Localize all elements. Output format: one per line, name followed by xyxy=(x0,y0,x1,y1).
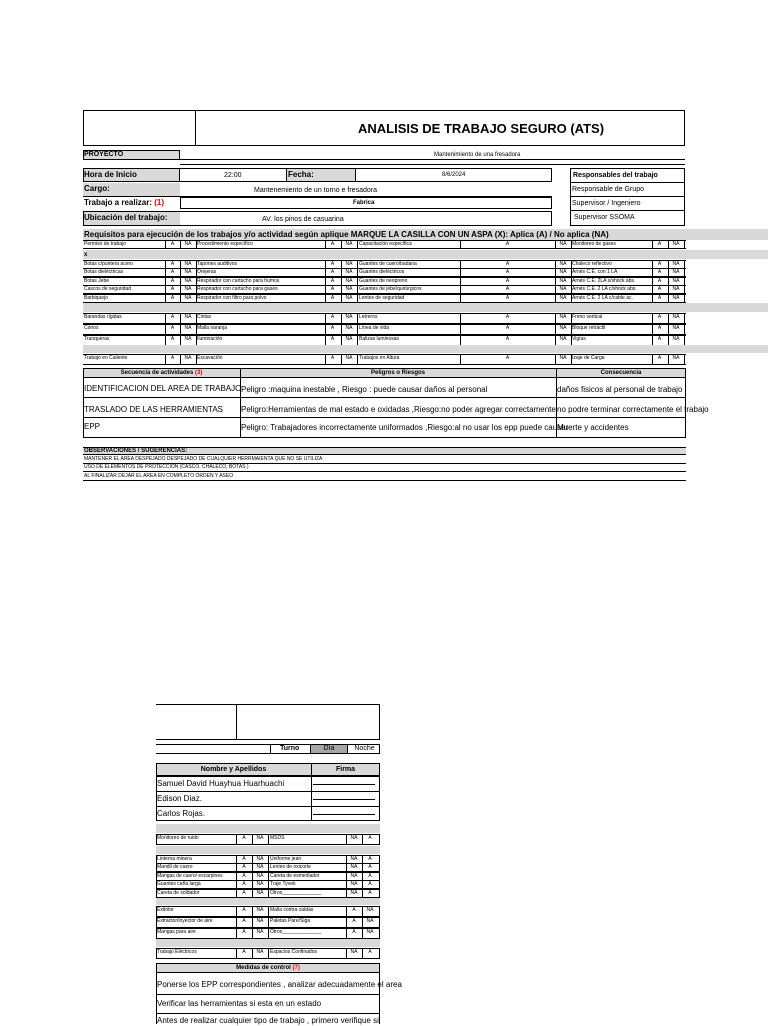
aplica-checkbox[interactable]: A xyxy=(242,907,246,913)
responsables-title: Responsables del trabajo xyxy=(573,172,658,179)
requisito-label: Bloque retráctil xyxy=(572,325,606,331)
requisito-label: Malla naranja xyxy=(197,325,228,331)
no-aplica-checkbox[interactable]: NA xyxy=(184,314,192,320)
aplica-checkbox[interactable]: A xyxy=(505,277,510,284)
aplica-checkbox[interactable]: A xyxy=(170,241,175,247)
divider xyxy=(684,285,685,293)
aplica-checkbox[interactable]: A xyxy=(657,336,662,342)
no-aplica-checkbox[interactable]: NA xyxy=(366,929,374,935)
no-aplica-checkbox[interactable]: NA xyxy=(345,277,353,284)
consecuencia-1: daños fisicos al personal de trabajo xyxy=(557,385,683,394)
no-aplica-checkbox[interactable]: NA xyxy=(256,949,264,955)
requisito-label: Trabajo Eléctricos xyxy=(157,949,197,955)
aplica-checkbox[interactable]: A xyxy=(505,314,510,320)
divider xyxy=(236,704,237,740)
divider xyxy=(268,917,269,927)
requisito-label: Guantes dieléctricos xyxy=(359,269,405,276)
actividad-3: EPP xyxy=(84,422,101,431)
person-1: Samuel David Huayhua Huarhuachi xyxy=(157,779,285,788)
no-aplica-checkbox[interactable]: NA xyxy=(184,336,192,342)
divider xyxy=(268,872,269,880)
person-3: Carlos Rojas. xyxy=(157,809,206,818)
aplica-checkbox[interactable]: A xyxy=(242,835,246,841)
no-aplica-checkbox[interactable]: NA xyxy=(184,261,192,267)
divider xyxy=(156,1013,380,1014)
divider xyxy=(357,313,358,323)
no-aplica-checkbox[interactable]: NA xyxy=(256,929,264,935)
divider xyxy=(570,182,685,183)
section-band xyxy=(156,898,380,905)
no-aplica-checkbox[interactable]: NA xyxy=(184,269,192,276)
no-aplica-checkbox[interactable]: NA xyxy=(559,241,567,247)
divider xyxy=(357,335,358,345)
requisito-label: Orejeras xyxy=(197,269,217,276)
no-aplica-checkbox[interactable]: NA xyxy=(256,889,264,896)
aplica-checkbox[interactable]: A xyxy=(330,261,335,267)
fecha-label: Fecha: xyxy=(288,170,314,179)
aplica-checkbox[interactable]: A xyxy=(505,336,510,342)
requisito-label: Extractor/inyector de aire xyxy=(157,918,213,924)
no-aplica-checkbox[interactable]: NA xyxy=(559,325,567,331)
divider xyxy=(357,294,358,302)
cargo-label: Cargo: xyxy=(84,184,110,193)
requisito-label: Tapones auditivos xyxy=(197,261,238,267)
requisito-label: Linterna minera xyxy=(157,856,192,862)
aplica-checkbox[interactable]: A xyxy=(170,277,175,284)
medidas-title: Medidas de control (7) xyxy=(236,965,300,971)
turno-label: Turno xyxy=(280,745,300,752)
ubicacion-value: AV. los pinos de casuarina xyxy=(262,216,344,223)
personal-col1: Nombre y Apellidos xyxy=(200,766,267,773)
aplica-checkbox[interactable]: A xyxy=(242,918,246,924)
trabajo-label: Trabajo a realizar: (1) xyxy=(84,198,165,207)
divider xyxy=(156,806,380,807)
aplica-checkbox[interactable]: A xyxy=(505,355,510,361)
aplica-checkbox[interactable]: A xyxy=(242,949,246,955)
no-aplica-checkbox[interactable]: NA xyxy=(184,277,192,284)
requisito-label: Lentes de oxicorte xyxy=(270,864,311,871)
aplica-checkbox[interactable]: A xyxy=(330,314,335,320)
hora-value: 22:00 xyxy=(224,172,242,179)
aplica-checkbox[interactable]: A xyxy=(657,277,662,284)
aplica-checkbox[interactable]: A xyxy=(657,325,662,331)
page-title: ANALISIS DE TRABAJO SEGURO (ATS) xyxy=(358,121,605,136)
no-aplica-checkbox[interactable]: NA xyxy=(345,355,353,361)
divider xyxy=(684,240,685,248)
section-band xyxy=(83,303,768,312)
cargo-value: Mantenemiento de un torno e fresadora xyxy=(254,187,377,194)
medida-2: Verificar las herramientas si esta en un estado xyxy=(157,999,322,1008)
requisito-label: Freno vertical xyxy=(572,314,603,320)
ubicacion-value-cell xyxy=(180,212,551,225)
aplica-checkbox[interactable]: A xyxy=(170,355,175,361)
no-aplica-checkbox[interactable]: NA xyxy=(672,277,680,284)
requisito-label: Conos xyxy=(84,325,99,331)
requisito-label: Uniforme jean xyxy=(270,856,302,862)
fecha-value: 8/6/2024 xyxy=(442,172,466,178)
requisito-label: Otros______________ xyxy=(270,889,322,896)
requisito-label: Monitoreo de ruido xyxy=(157,835,199,841)
aplica-checkbox[interactable]: A xyxy=(242,856,246,862)
no-aplica-checkbox[interactable]: NA xyxy=(345,294,353,301)
no-aplica-checkbox[interactable]: NA xyxy=(256,835,264,841)
hora-label: Hora de Inicio xyxy=(84,170,137,179)
no-aplica-checkbox[interactable]: NA xyxy=(672,261,680,267)
no-aplica-checkbox[interactable]: A xyxy=(368,949,372,955)
no-aplica-checkbox[interactable]: A xyxy=(368,889,372,896)
observacion-3: AL FINALIZAR DEJAR EL AREA EN COMPLETO ORDEN Y ASEO xyxy=(84,473,234,479)
requisito-label: Extintor xyxy=(157,907,174,913)
divider xyxy=(268,948,269,958)
aplica-checkbox[interactable]: NA xyxy=(350,872,358,879)
no-aplica-checkbox[interactable]: A xyxy=(368,872,372,879)
no-aplica-checkbox[interactable]: NA xyxy=(559,261,567,267)
ubicacion-label: Ubicación del trabajo: xyxy=(84,213,168,222)
aplica-checkbox[interactable]: NA xyxy=(350,864,358,871)
requisito-label: Paletas Pare/Siga xyxy=(270,918,311,924)
requisito-label: Excavación xyxy=(197,355,223,361)
requisito-label: Botas c/puntera acero xyxy=(84,261,133,267)
aplica-checkbox[interactable]: A xyxy=(330,269,335,276)
divider xyxy=(268,880,269,888)
requisito-label: Letreros xyxy=(359,314,378,320)
no-aplica-checkbox[interactable]: NA xyxy=(672,314,680,320)
requisito-label: Iluminación xyxy=(197,336,223,342)
divider xyxy=(684,324,685,334)
requisito-label: Arnés C.E. con 1 LA xyxy=(572,269,618,276)
requisito-label: Monitoreo de gases xyxy=(572,241,616,247)
no-aplica-checkbox[interactable]: A xyxy=(368,835,372,841)
aplica-checkbox[interactable]: A xyxy=(657,314,662,320)
requisitos-title: Requisitos para ejecución de los trabajos y/o actividad según aplique MARQUE LA CASILLA CON UN ASPA (X): Aplica (A) / No aplica (NA) xyxy=(84,230,609,239)
aplica-checkbox[interactable]: A xyxy=(170,294,175,301)
section-band xyxy=(83,250,768,259)
divider xyxy=(180,164,685,165)
aplica-checkbox[interactable]: A xyxy=(242,881,246,888)
requisito-label: Guantes de neopreno xyxy=(359,277,408,284)
actividades-col3: Consecuencia xyxy=(600,370,642,376)
signature-line[interactable] xyxy=(313,799,375,800)
no-aplica-checkbox[interactable]: NA xyxy=(184,286,192,293)
requisito-label: Botas dieléctricas xyxy=(84,269,124,276)
no-aplica-checkbox[interactable]: NA xyxy=(559,277,567,284)
no-aplica-checkbox[interactable]: NA xyxy=(559,294,567,301)
personal-col2: Firma xyxy=(335,766,356,773)
aplica-checkbox[interactable]: A xyxy=(330,286,335,293)
no-aplica-checkbox[interactable]: NA xyxy=(256,864,264,871)
mark-x: x xyxy=(84,252,88,258)
aplica-checkbox[interactable]: A xyxy=(242,872,246,879)
requisito-label: Traje Tyvek xyxy=(270,881,296,888)
aplica-checkbox[interactable]: A xyxy=(330,336,335,342)
requisito-label: Careta de soldador xyxy=(157,889,200,896)
aplica-checkbox[interactable]: NA xyxy=(350,856,358,862)
trabajo-value: Fabrica xyxy=(353,200,375,206)
no-aplica-checkbox[interactable]: NA xyxy=(366,918,374,924)
requisito-label: Botas Jebe xyxy=(84,277,110,284)
requisito-label: Respirador con cartucho para humos xyxy=(197,277,280,284)
divider xyxy=(357,268,358,276)
no-aplica-checkbox[interactable]: NA xyxy=(672,336,680,342)
no-aplica-checkbox[interactable]: NA xyxy=(184,355,192,361)
no-aplica-checkbox[interactable]: NA xyxy=(256,918,264,924)
aplica-checkbox[interactable]: NA xyxy=(350,949,358,955)
requisito-label: Guantes caña larga xyxy=(157,881,201,888)
divider xyxy=(357,324,358,334)
requisito-label: Balizas luminosas xyxy=(359,336,400,342)
divider xyxy=(268,928,269,938)
requisito-label: Otros______________ xyxy=(270,929,322,935)
section-band xyxy=(156,824,380,833)
aplica-checkbox[interactable]: A xyxy=(657,355,662,361)
divider xyxy=(684,294,685,302)
observacion-2: USO DE ELEMENTOS DE PROTECCIÓN (CASCO, CHALECO, BOTAS ) xyxy=(84,464,249,470)
no-aplica-checkbox[interactable]: A xyxy=(368,856,372,862)
no-aplica-checkbox[interactable]: NA xyxy=(559,269,567,276)
requisito-label: Guantes de cuero/badana xyxy=(359,261,417,267)
section-band xyxy=(83,345,768,353)
no-aplica-checkbox[interactable]: NA xyxy=(559,336,567,342)
divider xyxy=(684,277,685,285)
divider xyxy=(357,240,358,248)
requisito-label: Trabajos en Altura xyxy=(359,355,400,361)
responsable-ssoma: Supervisor SSOMA xyxy=(574,214,635,221)
divider xyxy=(156,791,380,792)
no-aplica-checkbox[interactable]: NA xyxy=(672,241,680,247)
divider xyxy=(684,268,685,276)
actividad-2: TRASLADO DE LAS HERRAMIENTAS xyxy=(84,405,223,414)
requisito-label: Capacitación específica xyxy=(359,241,412,247)
no-aplica-checkbox[interactable]: NA xyxy=(672,355,680,361)
logo-box xyxy=(83,110,196,146)
no-aplica-checkbox[interactable]: NA xyxy=(345,286,353,293)
aplica-checkbox[interactable]: A xyxy=(170,325,175,331)
divider xyxy=(268,906,269,916)
no-aplica-checkbox[interactable]: NA xyxy=(366,907,374,913)
aplica-checkbox[interactable]: A xyxy=(352,929,356,935)
aplica-checkbox[interactable]: A xyxy=(352,918,356,924)
aplica-checkbox[interactable]: A xyxy=(242,929,246,935)
requisito-label: Tranqueras xyxy=(84,336,110,342)
divider xyxy=(268,863,269,871)
no-aplica-checkbox[interactable]: NA xyxy=(184,294,192,301)
project-label: PROYECTO xyxy=(84,151,124,158)
medida-3: Antes de realizar cualquier tipo de trabajo , primero verifique si xyxy=(157,1016,379,1025)
turno-noche[interactable]: Noche xyxy=(354,745,375,752)
requisito-label: Espacios Confinados xyxy=(270,949,317,955)
signature-line[interactable] xyxy=(313,814,375,815)
aplica-checkbox[interactable]: A xyxy=(330,241,335,247)
requisito-label: MSDS xyxy=(270,835,285,841)
requisito-label: Guantes de jebe/quirúrgicos xyxy=(359,286,422,293)
aplica-checkbox[interactable]: A xyxy=(505,325,510,331)
requisito-label: Malla contra caídas xyxy=(270,907,314,913)
requisito-label: Barandas rígidas xyxy=(84,314,122,320)
aplica-checkbox[interactable]: A xyxy=(170,261,175,267)
requisito-label: Línea de vida xyxy=(359,325,390,331)
aplica-checkbox[interactable]: NA xyxy=(350,889,358,896)
requisito-label: Arnés C.E. 2 LA c/cable ac. xyxy=(572,294,633,301)
requisito-label: Permiso de trabajo xyxy=(84,241,126,247)
riesgo-2: Peligro:Herramientas de mal estado e oxidadas ,Riesgo:no poder agregar correctamente xyxy=(241,405,556,414)
person-2: Edison Diaz. xyxy=(157,794,202,803)
no-aplica-checkbox[interactable]: NA xyxy=(672,286,680,293)
divider xyxy=(83,471,686,472)
turno-dia-label: Día xyxy=(323,745,335,752)
no-aplica-checkbox[interactable]: NA xyxy=(559,314,567,320)
no-aplica-checkbox[interactable]: NA xyxy=(184,325,192,331)
page2-header-box xyxy=(156,704,380,740)
no-aplica-checkbox[interactable]: NA xyxy=(672,294,680,301)
requisito-label: Lentes de seguridad xyxy=(359,294,405,301)
requisito-label: Careta de esmerilador xyxy=(270,872,320,879)
divider xyxy=(268,855,269,863)
signature-line[interactable] xyxy=(313,784,375,785)
no-aplica-checkbox[interactable]: NA xyxy=(559,355,567,361)
aplica-checkbox[interactable]: A xyxy=(330,277,335,284)
divider xyxy=(684,313,685,323)
no-aplica-checkbox[interactable]: NA xyxy=(256,872,264,879)
observacion-1: MANTENER EL AREA DESPEJADO DESPEJADO DE CUALQUIER HERRMAIENTA QUE NO SE UTILIZA xyxy=(84,456,323,462)
responsable-grupo: Responsable de Grupo xyxy=(572,186,644,193)
riesgo-3: Peligro: Trabajadores incorrectamente uniformados ,Riesgo:al no usar los epp puede causar xyxy=(241,423,569,432)
project-value: Mantenimiento de una fresadora xyxy=(434,152,521,158)
consecuencia-3: Muerte y accidentes xyxy=(557,423,629,432)
no-aplica-checkbox[interactable]: NA xyxy=(345,325,353,331)
divider xyxy=(357,260,358,268)
requisito-label: Izaje de Carga xyxy=(572,355,605,361)
aplica-checkbox[interactable]: A xyxy=(657,294,662,301)
requisito-label: Arnés C.E. 2LA s/shock abs. xyxy=(572,277,636,284)
aplica-checkbox[interactable]: A xyxy=(505,269,510,276)
no-aplica-checkbox[interactable]: NA xyxy=(256,856,264,862)
aplica-checkbox[interactable]: A xyxy=(242,889,246,896)
aplica-checkbox[interactable]: A xyxy=(505,241,510,247)
divider xyxy=(83,480,686,481)
actividades-col2: Peligros o Riesgos xyxy=(370,370,425,376)
requisito-label: Respirador con cartucho para gases xyxy=(197,286,278,293)
aplica-checkbox[interactable]: A xyxy=(657,269,662,276)
no-aplica-checkbox[interactable]: NA xyxy=(345,241,353,247)
requisito-label: Respirador con filtro para polvo xyxy=(197,294,267,301)
no-aplica-checkbox[interactable]: NA xyxy=(345,269,353,276)
actividad-1: IDENTIFICACION DEL AREA DE TRABAJO xyxy=(84,384,242,393)
requisito-label: Chaleco reflectivo xyxy=(572,261,612,267)
section-band xyxy=(156,939,380,947)
divider xyxy=(357,354,358,364)
aplica-checkbox[interactable]: A xyxy=(657,286,662,293)
divider xyxy=(357,277,358,285)
requisito-label: Barbiquejo xyxy=(84,294,108,301)
actividades-col1: Secuencia de actividades (3) xyxy=(120,370,203,376)
requisito-label: Cintas xyxy=(197,314,212,320)
aplica-checkbox[interactable]: A xyxy=(657,241,662,247)
divider xyxy=(684,260,685,268)
aplica-checkbox[interactable]: A xyxy=(330,325,335,331)
aplica-checkbox[interactable]: A xyxy=(657,261,662,267)
aplica-checkbox[interactable]: A xyxy=(330,294,335,301)
responsable-supervisor: Supervisor / Ingeniero xyxy=(572,200,641,207)
divider xyxy=(357,285,358,293)
requisito-label: Arnés C.E. 2 LA c/shock abs. xyxy=(572,286,637,293)
riesgo-1: Peligro :maquina inestable , Riesgo : puede causar daños al personal xyxy=(241,385,488,394)
divider xyxy=(570,210,685,211)
no-aplica-checkbox[interactable]: NA xyxy=(345,261,353,267)
aplica-checkbox[interactable]: NA xyxy=(350,835,358,841)
aplica-checkbox[interactable]: A xyxy=(170,269,175,276)
no-aplica-checkbox[interactable]: NA xyxy=(345,314,353,320)
requisito-label: Trabajo en Caliente xyxy=(84,355,128,361)
aplica-checkbox[interactable]: A xyxy=(330,355,335,361)
no-aplica-checkbox[interactable]: NA xyxy=(672,269,680,276)
requisito-label: Mangas de cuero/ escarpines xyxy=(157,872,223,879)
consecuencia-2: no podre terminar correctamente el trabajo xyxy=(557,405,709,414)
no-aplica-checkbox[interactable]: NA xyxy=(345,336,353,342)
no-aplica-checkbox[interactable]: NA xyxy=(672,325,680,331)
no-aplica-checkbox[interactable]: NA xyxy=(184,241,192,247)
no-aplica-checkbox[interactable]: A xyxy=(368,864,372,871)
aplica-checkbox[interactable]: A xyxy=(505,286,510,293)
aplica-checkbox[interactable]: A xyxy=(352,907,356,913)
requisito-label: Procedimiento específico xyxy=(197,241,253,247)
no-aplica-checkbox[interactable]: NA xyxy=(256,907,264,913)
aplica-checkbox[interactable]: A xyxy=(170,286,175,293)
no-aplica-checkbox[interactable]: NA xyxy=(559,286,567,293)
aplica-checkbox[interactable]: A xyxy=(505,294,510,301)
divider xyxy=(156,994,380,995)
aplica-checkbox[interactable]: A xyxy=(242,864,246,871)
aplica-checkbox[interactable]: A xyxy=(170,336,175,342)
no-aplica-checkbox[interactable]: NA xyxy=(256,881,264,888)
requisito-label: Cascos de seguridad xyxy=(84,286,131,293)
medida-1: Ponerse los EPP correspondientes , analizar adecuadamente el area xyxy=(157,980,402,989)
divider xyxy=(570,196,685,197)
aplica-checkbox[interactable]: NA xyxy=(350,881,358,888)
no-aplica-checkbox[interactable]: A xyxy=(368,881,372,888)
divider xyxy=(268,889,269,897)
divider xyxy=(684,354,685,364)
aplica-checkbox[interactable]: A xyxy=(170,314,175,320)
requisito-label: Mangas para aire xyxy=(157,929,196,935)
observaciones-title: OBSERVACIONES / SUGERENCIAS: xyxy=(84,448,188,454)
divider xyxy=(684,335,685,345)
requisito-label: Vigías xyxy=(572,336,586,342)
requisito-label: Mandil de cuero xyxy=(157,864,193,871)
divider xyxy=(268,834,269,844)
aplica-checkbox[interactable]: A xyxy=(505,261,510,267)
section-band xyxy=(156,846,380,854)
